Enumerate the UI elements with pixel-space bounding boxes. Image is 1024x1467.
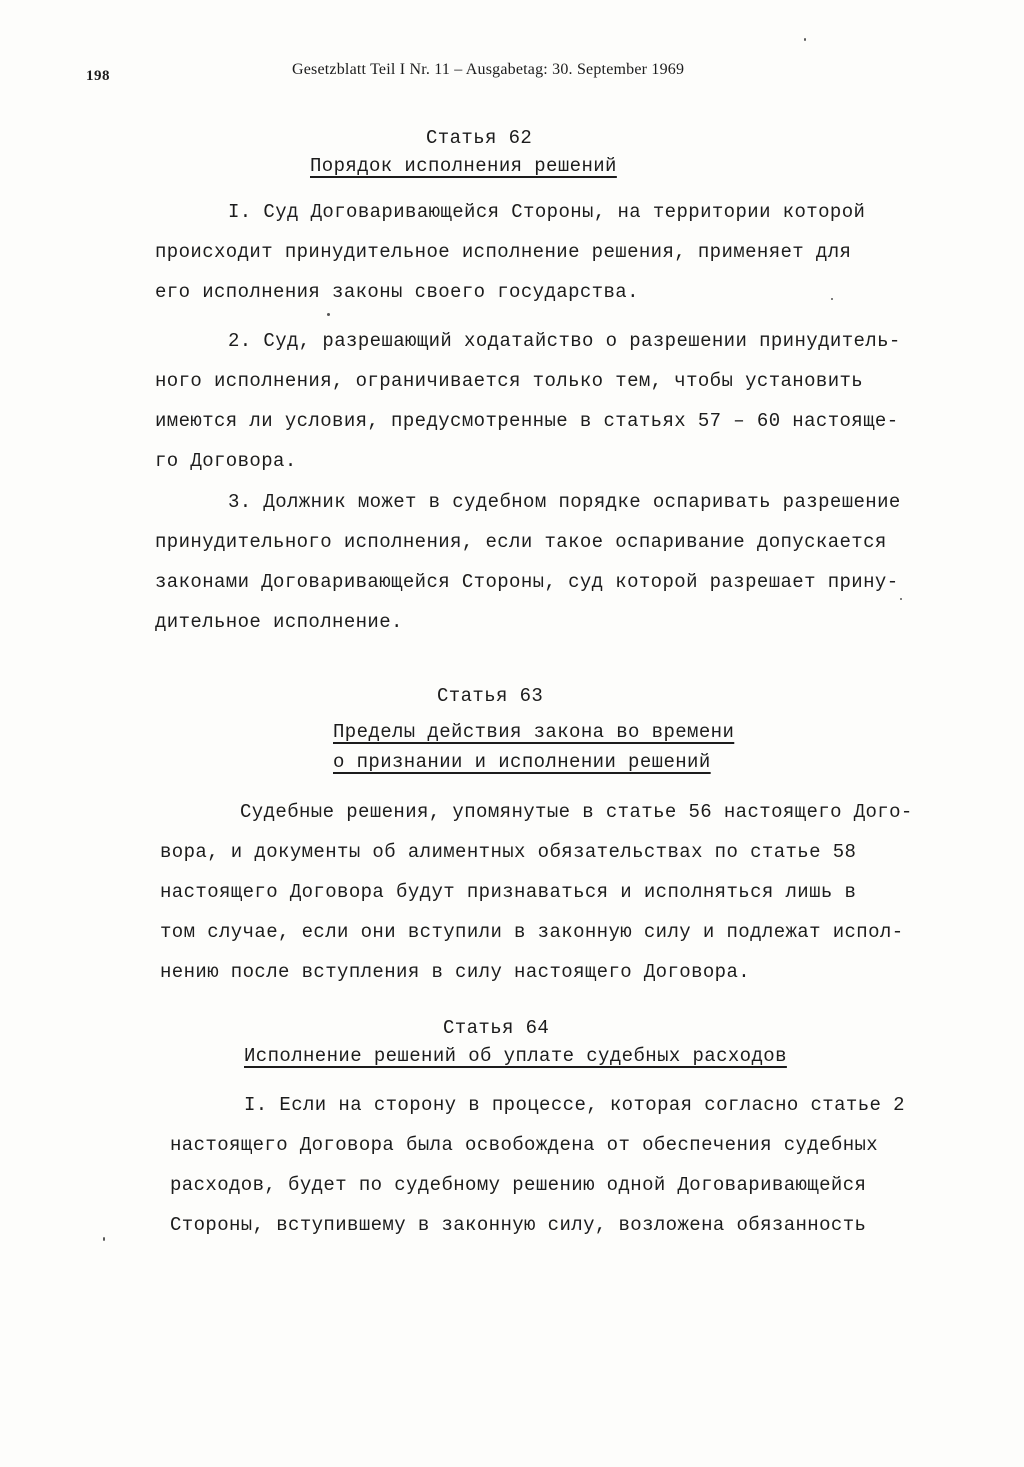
page-number: 198 <box>86 68 110 84</box>
article-64-p1-line1: I. Если на сторону в процессе, которая согласно статье 2 <box>244 1094 905 1116</box>
article-63-p1-line4: том случае, если они вступили в законную силу и подлежат испол- <box>160 921 904 943</box>
scan-speck <box>804 38 806 41</box>
article-62-p1-line2: происходит принудительное исполнение решения, применяет для <box>155 241 852 263</box>
article-62-p1-line1: I. Суд Договаривающейся Стороны, на территории которой <box>228 201 866 223</box>
article-62-p2-line4: го Договора. <box>155 450 297 472</box>
running-header: Gesetzblatt Teil I Nr. 11 – Ausgabetag: 30. September 1969 <box>292 61 685 78</box>
scan-speck <box>103 1237 105 1241</box>
article-63-p1-line1: Судебные решения, упомянутые в статье 56 настоящего Дого- <box>240 801 913 823</box>
article-62-p2-line1: 2. Суд, разрешающий ходатайство о разрешении принудитель- <box>228 330 901 352</box>
article-62-p2-line3: имеются ли условия, предусмотренные в статьях 57 – 60 настояще- <box>155 410 899 432</box>
article-62-p3-line2: принудительного исполнения, если такое оспаривание допускается <box>155 531 887 553</box>
article-64-title: Исполнение решений об уплате судебных расходов <box>244 1045 787 1067</box>
article-63-p1-line5: нению после вступления в силу настоящего Договора. <box>160 961 751 983</box>
article-64-p1-line4: Стороны, вступившему в законную силу, возложена обязанность <box>170 1214 867 1236</box>
article-63-title-line1: Пределы действия закона во времени <box>333 721 735 743</box>
article-63-p1-line3: настоящего Договора будут признаваться и исполняться лишь в <box>160 881 857 903</box>
article-62-p3-line3: законами Договаривающейся Стороны, суд которой разрешает прину- <box>155 571 899 593</box>
article-62-p3-line1: 3. Должник может в судебном порядке оспаривать разрешение <box>228 491 901 513</box>
article-63-number: Статья 63 <box>437 685 544 707</box>
article-63-p1-line2: вора, и документы об алиментных обязательствах по статье 58 <box>160 841 857 863</box>
article-63-title-line2: о признании и исполнении решений <box>333 751 711 773</box>
article-62-title: Порядок исполнения решений <box>310 155 617 177</box>
article-62-p2-line2: ного исполнения, ограничивается только тем, чтобы установить <box>155 370 864 392</box>
scan-speck <box>900 598 902 600</box>
article-62-p3-line4: дительное исполнение. <box>155 611 403 633</box>
article-64-p1-line3: расходов, будет по судебному решению одной Договаривающейся <box>170 1174 867 1196</box>
scan-speck <box>831 298 833 300</box>
article-64-number: Статья 64 <box>443 1017 550 1039</box>
article-62-p1-line3: его исполнения законы своего государства. <box>155 281 639 303</box>
article-64-p1-line2: настоящего Договора была освобождена от обеспечения судебных <box>170 1134 879 1156</box>
article-62-number: Статья 62 <box>426 127 533 149</box>
scan-speck <box>327 313 330 316</box>
